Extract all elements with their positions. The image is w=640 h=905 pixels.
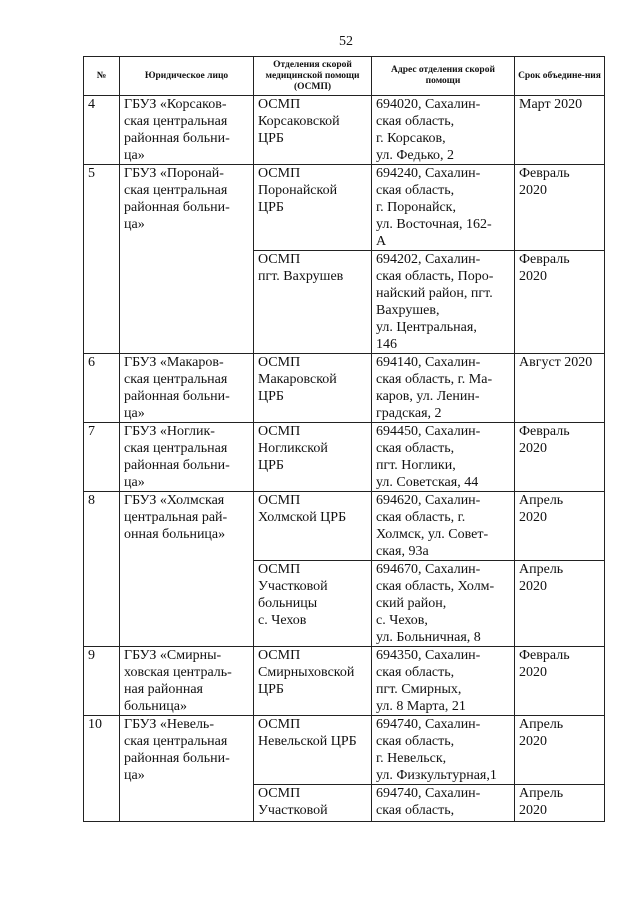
cell-line: ская область, Поро- bbox=[376, 269, 494, 284]
cell-line: 694740, Сахалин- bbox=[376, 786, 481, 801]
cell-term bbox=[515, 785, 605, 822]
cell-num: 4 bbox=[84, 96, 120, 165]
cell-address bbox=[372, 165, 515, 251]
cell-line: 146 bbox=[376, 337, 397, 352]
cell-line: районная больни- bbox=[124, 200, 230, 215]
cell-address bbox=[372, 716, 515, 785]
cell-line: ул. Больничная, 8 bbox=[376, 630, 481, 645]
cell-line: г. Невельск, bbox=[376, 751, 447, 766]
header-address: Адрес отделения скорой помощи bbox=[372, 57, 515, 96]
cell-term bbox=[515, 647, 605, 716]
cell-line: ОСМП bbox=[258, 493, 301, 508]
cell-line: Участковой bbox=[258, 579, 328, 594]
cell-line: 694020, Сахалин- bbox=[376, 97, 481, 112]
cell-line: с. Чехов bbox=[258, 613, 307, 628]
cell-line: пгт. Ноглики, bbox=[376, 458, 456, 473]
cell-line: ская область, bbox=[376, 734, 455, 749]
cell-line: пгт. Смирных, bbox=[376, 682, 462, 697]
table-row bbox=[84, 492, 605, 561]
cell-line: Апрель bbox=[519, 493, 564, 508]
cell-dept bbox=[254, 716, 372, 785]
cell-line: 2020 bbox=[519, 734, 547, 749]
cell-line: Апрель bbox=[519, 562, 564, 577]
cell-line: Корсаковской bbox=[258, 114, 340, 129]
cell-line: 694620, Сахалин- bbox=[376, 493, 481, 508]
cell-dept bbox=[254, 561, 372, 647]
cell-line: Смирныховской bbox=[258, 665, 355, 680]
cell-term bbox=[515, 716, 605, 785]
table-row bbox=[84, 561, 605, 647]
cell-line: ца» bbox=[124, 217, 145, 232]
cell-line: ЦРБ bbox=[258, 458, 284, 473]
cell-line: 2020 bbox=[519, 269, 547, 284]
cell-term bbox=[515, 354, 605, 423]
cell-address bbox=[372, 785, 515, 822]
cell-entity bbox=[120, 561, 254, 647]
cell-entity bbox=[120, 96, 254, 165]
cell-term bbox=[515, 492, 605, 561]
cell-line: онная больница» bbox=[124, 527, 226, 542]
cell-line: Февраль bbox=[519, 252, 570, 267]
cell-line: Апрель bbox=[519, 786, 564, 801]
cell-address bbox=[372, 561, 515, 647]
cell-num: 6 bbox=[84, 354, 120, 423]
cell-address bbox=[372, 251, 515, 354]
cell-num: 5 bbox=[84, 165, 120, 251]
cell-line: 694740, Сахалин- bbox=[376, 717, 481, 732]
cell-line: центральная рай- bbox=[124, 510, 228, 525]
cell-term bbox=[515, 165, 605, 251]
cell-entity bbox=[120, 716, 254, 785]
cell-line: ГБУЗ «Смирны- bbox=[124, 648, 222, 663]
cell-line: Вахрушев, bbox=[376, 303, 440, 318]
cell-line: ГБУЗ «Поронай- bbox=[124, 166, 224, 181]
cell-line: ОСМП bbox=[258, 562, 301, 577]
cell-line: ОСМП bbox=[258, 355, 301, 370]
cell-dept bbox=[254, 165, 372, 251]
cell-dept bbox=[254, 251, 372, 354]
cell-line: ская область, Холм- bbox=[376, 579, 495, 594]
cell-entity bbox=[120, 251, 254, 354]
cell-line: ская область, bbox=[376, 441, 455, 456]
cell-num bbox=[84, 785, 120, 822]
cell-line: ская область, bbox=[376, 803, 455, 818]
cell-line: с. Чехов, bbox=[376, 613, 428, 628]
table-row bbox=[84, 251, 605, 354]
cell-line: больница» bbox=[124, 699, 187, 714]
cell-line: 2020 bbox=[519, 665, 547, 680]
cell-line: 2020 bbox=[519, 803, 547, 818]
cell-line: Февраль bbox=[519, 648, 570, 663]
cell-line: Холмской ЦРБ bbox=[258, 510, 347, 525]
cell-line: ская центральная bbox=[124, 183, 228, 198]
cell-line: Макаровской bbox=[258, 372, 337, 387]
cell-line: Февраль bbox=[519, 424, 570, 439]
cell-address bbox=[372, 492, 515, 561]
cell-line: Март 2020 bbox=[519, 97, 583, 112]
cell-line: 694350, Сахалин- bbox=[376, 648, 481, 663]
cell-line: районная больни- bbox=[124, 751, 230, 766]
cell-line: ГБУЗ «Корсаков- bbox=[124, 97, 227, 112]
table-row bbox=[84, 647, 605, 716]
cell-line: ская область, г. Ма- bbox=[376, 372, 493, 387]
cell-dept bbox=[254, 785, 372, 822]
cell-line: градская, 2 bbox=[376, 406, 442, 421]
cell-line: ул. 8 Марта, 21 bbox=[376, 699, 466, 714]
cell-line: ская центральная bbox=[124, 372, 228, 387]
cell-line: ская область, г. bbox=[376, 510, 466, 525]
cell-line: ОСМП bbox=[258, 648, 301, 663]
cell-line: ОСМП bbox=[258, 97, 301, 112]
cell-term bbox=[515, 96, 605, 165]
cell-entity bbox=[120, 423, 254, 492]
cell-line: Невельской ЦРБ bbox=[258, 734, 357, 749]
cell-line: ская центральная bbox=[124, 734, 228, 749]
cell-line: 694140, Сахалин- bbox=[376, 355, 481, 370]
cell-line: Участковой bbox=[258, 803, 328, 818]
cell-term bbox=[515, 251, 605, 354]
cell-line: ховская централь- bbox=[124, 665, 232, 680]
cell-entity bbox=[120, 647, 254, 716]
cell-line: ЦРБ bbox=[258, 682, 284, 697]
table-header-row bbox=[84, 57, 605, 96]
cell-line: ская область, bbox=[376, 114, 455, 129]
cell-line: районная больни- bbox=[124, 131, 230, 146]
cell-line: каров, ул. Ленин- bbox=[376, 389, 480, 404]
page-number: 52 bbox=[339, 34, 353, 49]
cell-line: 2020 bbox=[519, 183, 547, 198]
table-row bbox=[84, 716, 605, 785]
cell-address bbox=[372, 96, 515, 165]
cell-line: г. Поронайск, bbox=[376, 200, 456, 215]
cell-entity bbox=[120, 492, 254, 561]
cell-line: ная районная bbox=[124, 682, 203, 697]
cell-line: больницы bbox=[258, 596, 318, 611]
cell-line: ГБУЗ «Холмская bbox=[124, 493, 225, 508]
cell-line: Ногликской bbox=[258, 441, 328, 456]
cell-address bbox=[372, 354, 515, 423]
table-row bbox=[84, 96, 605, 165]
cell-entity bbox=[120, 785, 254, 822]
cell-line: 694202, Сахалин- bbox=[376, 252, 481, 267]
cell-line: ул. Федько, 2 bbox=[376, 148, 455, 163]
cell-num: 9 bbox=[84, 647, 120, 716]
cell-line: 694670, Сахалин- bbox=[376, 562, 481, 577]
cell-line: ца» bbox=[124, 148, 145, 163]
cell-line: ул. Физкультурная,1 bbox=[376, 768, 497, 783]
cell-address bbox=[372, 647, 515, 716]
cell-line: ская, 93а bbox=[376, 544, 429, 559]
header-term: Срок объедине-ния bbox=[515, 57, 605, 96]
cell-line: ГБУЗ «Макаров- bbox=[124, 355, 224, 370]
cell-num bbox=[84, 561, 120, 647]
table-row bbox=[84, 354, 605, 423]
cell-num: 7 bbox=[84, 423, 120, 492]
cell-line: ОСМП bbox=[258, 786, 301, 801]
cell-line: найский район, пгт. bbox=[376, 286, 493, 301]
cell-line: ЦРБ bbox=[258, 200, 284, 215]
cell-line: районная больни- bbox=[124, 458, 230, 473]
table-row bbox=[84, 165, 605, 251]
cell-line: Холмск, ул. Совет- bbox=[376, 527, 489, 542]
cell-line: г. Корсаков, bbox=[376, 131, 446, 146]
cell-line: ул. Восточная, 162- bbox=[376, 217, 492, 232]
cell-line: 2020 bbox=[519, 510, 547, 525]
cell-dept bbox=[254, 96, 372, 165]
cell-address bbox=[372, 423, 515, 492]
cell-line: ул. Советская, 44 bbox=[376, 475, 479, 490]
cell-line: ский район, bbox=[376, 596, 447, 611]
cell-num: 8 bbox=[84, 492, 120, 561]
cell-line: 694240, Сахалин- bbox=[376, 166, 481, 181]
cell-line: Февраль bbox=[519, 166, 570, 181]
cell-entity bbox=[120, 165, 254, 251]
cell-dept bbox=[254, 492, 372, 561]
cell-line: ОСМП bbox=[258, 717, 301, 732]
header-num: № bbox=[84, 57, 120, 96]
cell-entity bbox=[120, 354, 254, 423]
cell-dept bbox=[254, 647, 372, 716]
cell-line: А bbox=[376, 234, 387, 249]
cell-line: ца» bbox=[124, 768, 145, 783]
table-row bbox=[84, 785, 605, 822]
cell-line: Август 2020 bbox=[519, 355, 593, 370]
cell-dept bbox=[254, 354, 372, 423]
header-dept: Отделения скорой медицинской помощи (ОСМП) bbox=[254, 57, 372, 96]
ambulance-merger-table bbox=[83, 56, 605, 822]
cell-line: 694450, Сахалин- bbox=[376, 424, 481, 439]
cell-line: ская область, bbox=[376, 183, 455, 198]
cell-line: ул. Центральная, bbox=[376, 320, 477, 335]
cell-line: ская область, bbox=[376, 665, 455, 680]
cell-line: ОСМП bbox=[258, 252, 301, 267]
cell-line: ЦРБ bbox=[258, 131, 284, 146]
cell-line: ЦРБ bbox=[258, 389, 284, 404]
cell-line: ская центральная bbox=[124, 114, 228, 129]
cell-line: ОСМП bbox=[258, 424, 301, 439]
cell-line: 2020 bbox=[519, 579, 547, 594]
table-row bbox=[84, 423, 605, 492]
cell-line: ская центральная bbox=[124, 441, 228, 456]
cell-line: пгт. Вахрушев bbox=[258, 269, 344, 284]
cell-line: Апрель bbox=[519, 717, 564, 732]
cell-line: ГБУЗ «Ноглик- bbox=[124, 424, 215, 439]
cell-line: Поронайской bbox=[258, 183, 338, 198]
cell-line: ца» bbox=[124, 475, 145, 490]
cell-line: 2020 bbox=[519, 441, 547, 456]
cell-line: ГБУЗ «Невель- bbox=[124, 717, 214, 732]
cell-term bbox=[515, 561, 605, 647]
header-entity: Юридическое лицо bbox=[120, 57, 254, 96]
cell-num bbox=[84, 251, 120, 354]
cell-line: ца» bbox=[124, 406, 145, 421]
cell-term bbox=[515, 423, 605, 492]
cell-num: 10 bbox=[84, 716, 120, 785]
cell-dept bbox=[254, 423, 372, 492]
cell-line: районная больни- bbox=[124, 389, 230, 404]
cell-line: ОСМП bbox=[258, 166, 301, 181]
